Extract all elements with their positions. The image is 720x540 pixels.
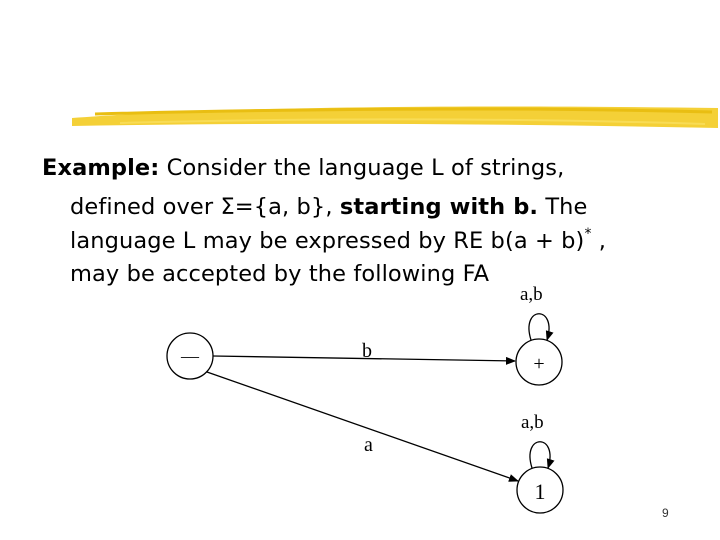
state-dead (517, 467, 563, 513)
state-final (516, 339, 562, 385)
transition-b-label: b (362, 340, 372, 362)
self-loop-final (520, 284, 549, 340)
line3-text-a: language L may be expressed by RE b(a + b) (70, 228, 585, 254)
example-label: Example: (42, 155, 160, 181)
self-loop-final-label: a,b (520, 284, 543, 305)
transition-start-to-dead (207, 372, 518, 481)
state-start (167, 333, 213, 379)
line2-bold: starting with b. (339, 194, 539, 220)
self-loop-dead-label: a,b (521, 412, 544, 433)
transition-a-label: a (364, 434, 373, 456)
line3-text-b: , (591, 228, 607, 254)
line1-text: Consider the language L of strings, (159, 155, 565, 181)
transition-start-to-final (213, 340, 515, 362)
kleene-star: * (584, 226, 592, 242)
page-number: 9 (662, 506, 669, 520)
state-final-label: + (533, 353, 545, 375)
line2-text-b: The (538, 194, 588, 220)
line2-text-a: defined over Σ={a, b}, (70, 194, 340, 220)
state-dead-label: 1 (534, 479, 546, 504)
self-loop-dead (521, 412, 550, 468)
line4-text: may be accepted by the following FA (70, 261, 490, 287)
state-start-label: — (181, 346, 199, 366)
